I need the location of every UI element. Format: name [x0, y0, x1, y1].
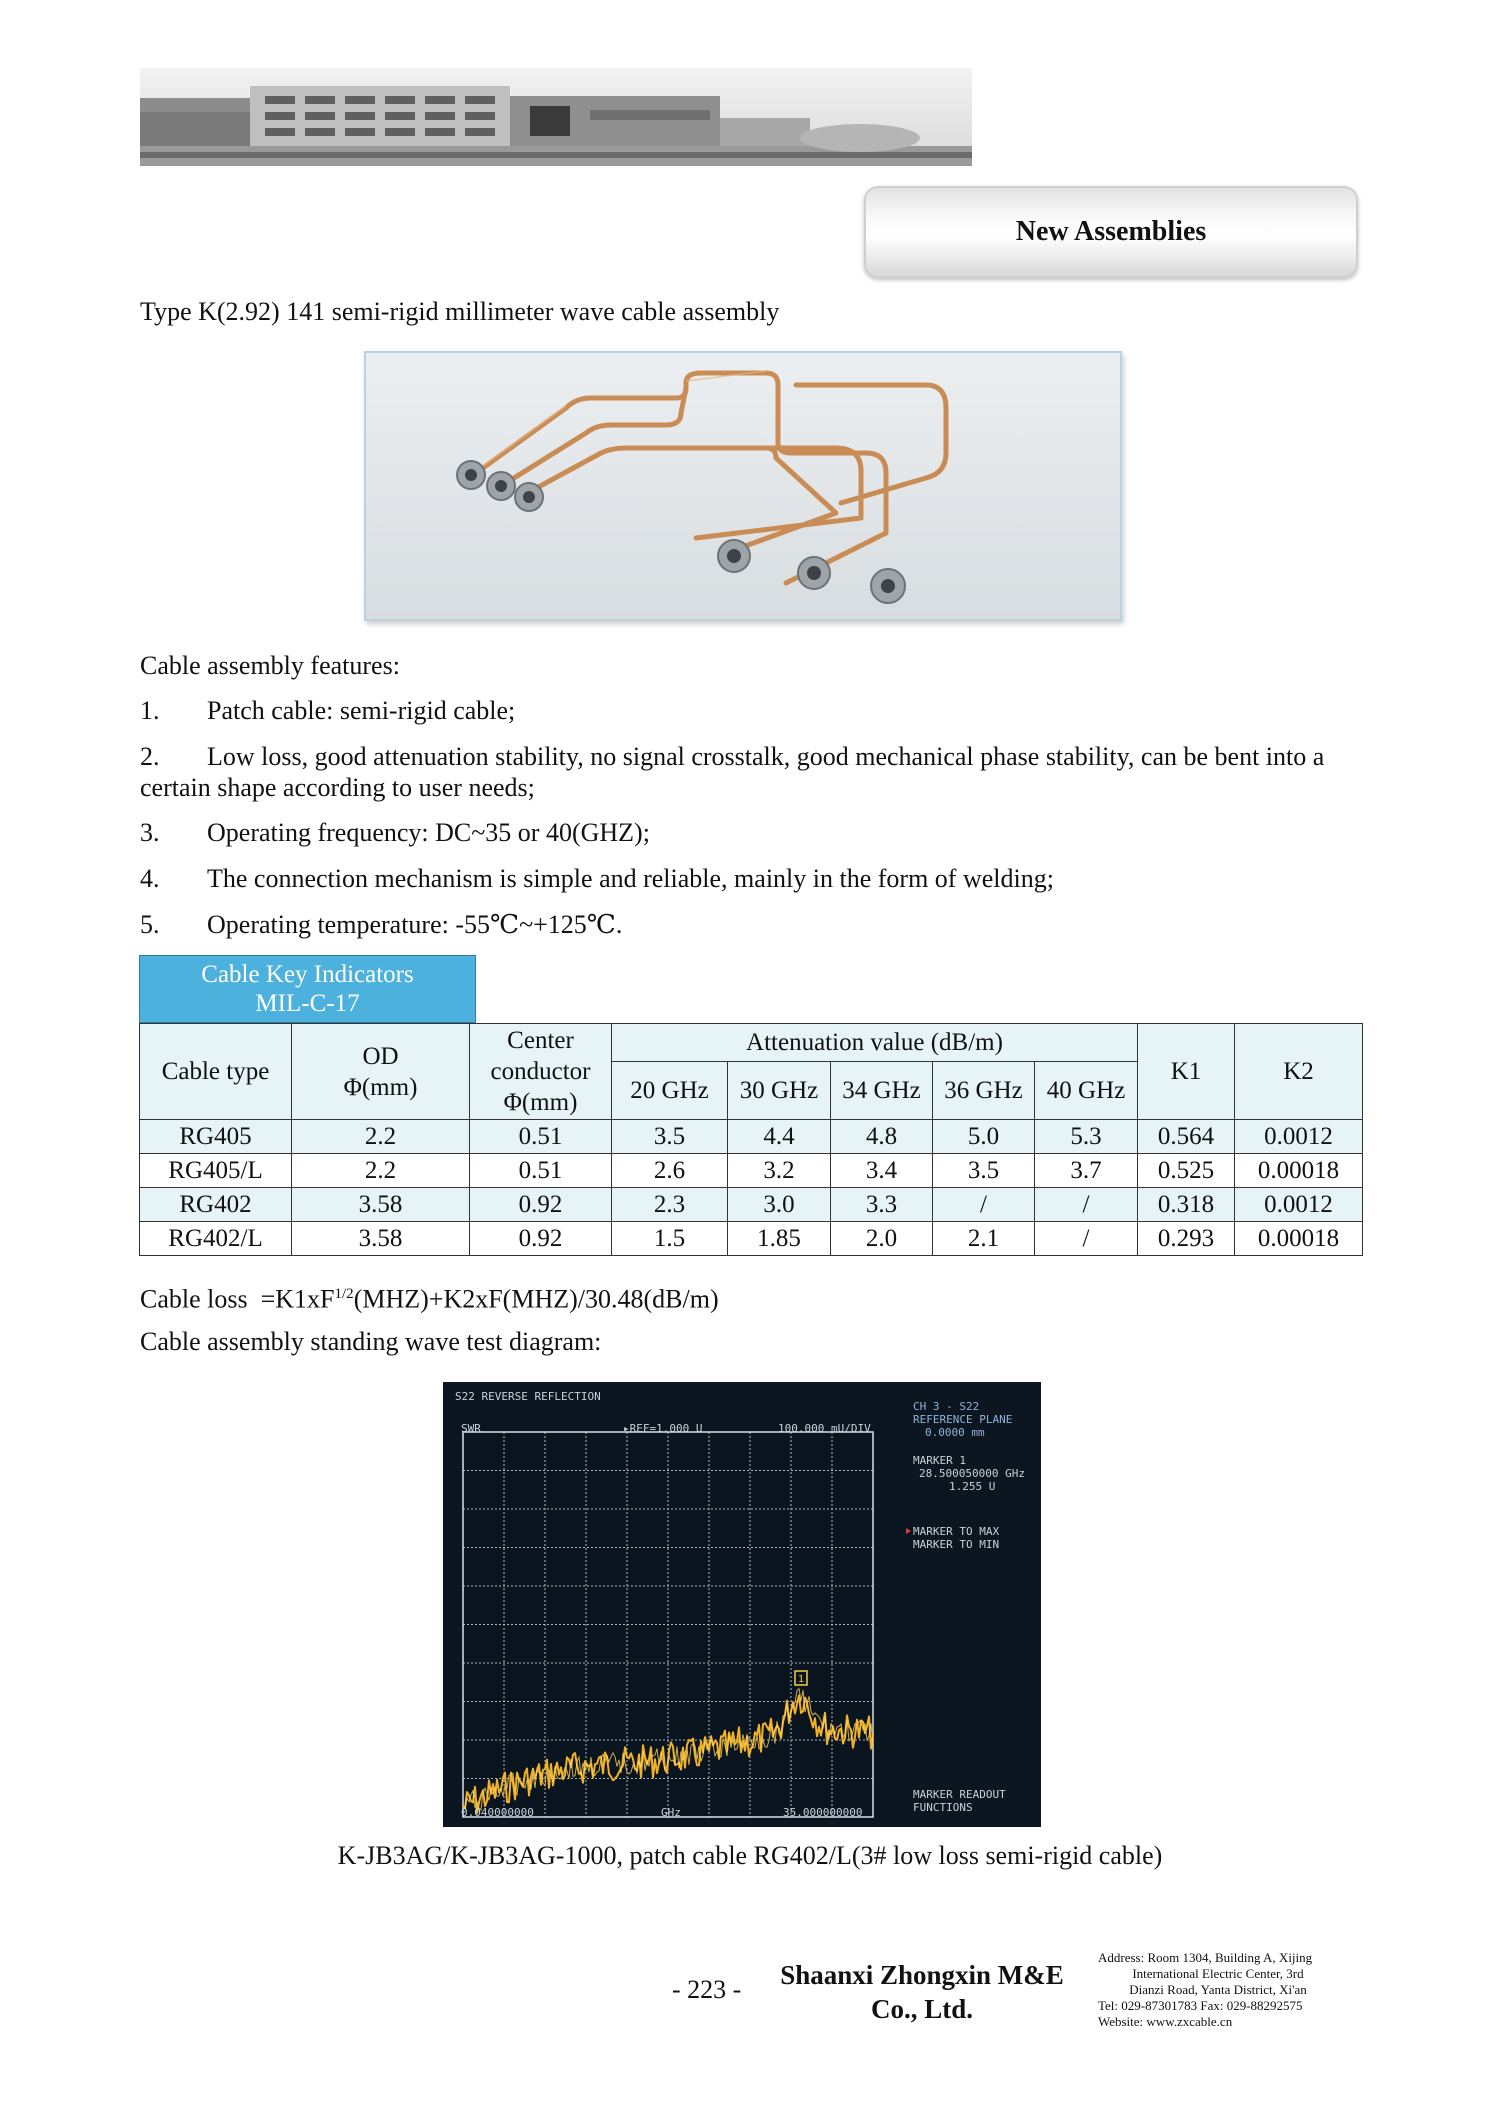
table-caption-line2: MIL-C-17	[255, 990, 360, 1017]
table-caption-line1: Cable Key Indicators	[201, 961, 414, 988]
vna-marker-to-min: MARKER TO MIN	[913, 1538, 1000, 1551]
product-title: Type K(2.92) 141 semi-rigid millimeter wave cable assembly	[140, 297, 780, 326]
header-freq: 40 GHz	[1035, 1062, 1138, 1120]
header-od-line1: OD	[362, 1042, 399, 1070]
header-center-conductor	[470, 1024, 612, 1120]
header-od-line2: Φ(mm)	[343, 1073, 418, 1101]
cable-spec-table	[139, 1023, 1363, 1256]
formula-exponent: 1/2	[334, 1286, 354, 1302]
table-cell: 0.318	[1138, 1188, 1235, 1222]
table-cell: 2.2	[292, 1120, 470, 1154]
table-cell: 0.0012	[1235, 1120, 1363, 1154]
company-address	[1098, 1950, 1338, 2030]
table-cell: 0.92	[470, 1188, 612, 1222]
vna-marker: MARKER 1	[913, 1454, 966, 1467]
table-cell: /	[1035, 1222, 1138, 1256]
table-cell: 5.0	[933, 1120, 1035, 1154]
table-row	[140, 1154, 1363, 1188]
vna-readout-2: FUNCTIONS	[913, 1801, 973, 1814]
header-freq: 20 GHz	[612, 1062, 728, 1120]
table-cell: 0.00018	[1235, 1154, 1363, 1188]
address-line: International Electric Center, 3rd	[1132, 1966, 1304, 1981]
table-cell: 2.2	[292, 1154, 470, 1188]
list-item-number: 2.	[140, 742, 160, 771]
vna-scale: 100.000 mU/DIV	[778, 1422, 871, 1435]
address-line: Website: www.zxcable.cn	[1098, 2014, 1233, 2029]
table-cell: 1.85	[728, 1222, 831, 1256]
cable-assembly-photo	[364, 351, 1122, 621]
table-cell: 2.6	[612, 1154, 728, 1188]
address-line: Dianzi Road, Yanta District, Xi'an	[1129, 1982, 1307, 1997]
table-caption	[139, 955, 476, 1023]
vna-channel: CH 3 - S22	[913, 1400, 980, 1413]
table-cell: RG402/L	[140, 1222, 292, 1256]
header-cable-type: Cable type	[140, 1024, 292, 1120]
table-cell: 0.00018	[1235, 1222, 1363, 1256]
list-item-number: 4.	[140, 864, 160, 893]
table-cell: 3.58	[292, 1188, 470, 1222]
header-k2: K2	[1235, 1024, 1363, 1120]
list-item-text: Low loss, good attenuation stability, no signal crosstalk, good mechanical phase stability, can be bent into a	[207, 742, 1325, 771]
table-cell: 0.293	[1138, 1222, 1235, 1256]
company-name-line1: Shaanxi Zhongxin M&E	[780, 1960, 1064, 1990]
table-cell: 3.4	[831, 1154, 933, 1188]
header-freq: 36 GHz	[933, 1062, 1035, 1120]
table-cell: 0.525	[1138, 1154, 1235, 1188]
vna-mode: SWR	[461, 1422, 481, 1435]
company-name	[772, 1958, 1072, 2026]
vna-stop: 35.000000000	[783, 1806, 863, 1819]
header-cc-line2: conductor	[490, 1058, 591, 1085]
table-cell: 3.7	[1035, 1154, 1138, 1188]
table-cell: 4.8	[831, 1120, 933, 1154]
vna-start: 0.040000000	[461, 1806, 534, 1819]
address-line: Tel: 029-87301783 Fax: 029-88292575	[1098, 1998, 1303, 2013]
header-cc-line3: Φ(mm)	[503, 1089, 578, 1116]
table-cell: /	[933, 1188, 1035, 1222]
table-cell: 3.3	[831, 1188, 933, 1222]
address-line: Address: Room 1304, Building A, Xijing	[1098, 1950, 1313, 1965]
diagram-caption: K-JB3AG/K-JB3AG-1000, patch cable RG402/L(3# low loss semi-rigid cable)	[337, 1841, 1163, 1870]
vna-marker-value: 1.255 U	[949, 1480, 996, 1493]
vna-title: S22 REVERSE REFLECTION	[455, 1390, 601, 1403]
list-item-number: 3.	[140, 818, 160, 847]
table-cell: RG405	[140, 1120, 292, 1154]
header-k1: K1	[1138, 1024, 1235, 1120]
vna-ref: ▸REF=1.000 U	[623, 1422, 703, 1435]
list-item-number: 5.	[140, 910, 160, 939]
table-cell: 2.1	[933, 1222, 1035, 1256]
list-item-text: The connection mechanism is simple and reliable, mainly in the form of welding;	[207, 864, 1054, 893]
vna-unit: GHz	[661, 1806, 681, 1819]
page-number: - 223 -	[672, 1975, 742, 2004]
vna-marker-to-max: MARKER TO MAX	[913, 1525, 1000, 1538]
header-banner-image	[140, 68, 972, 166]
list-item-text: Patch cable: semi-rigid cable;	[207, 696, 516, 725]
formula-suffix: (MHZ)+K2xF(MHZ)/30.48(dB/m)	[353, 1284, 719, 1314]
section-title-tab	[864, 186, 1358, 278]
table-cell: 1.5	[612, 1222, 728, 1256]
table-cell: RG405/L	[140, 1154, 292, 1188]
vna-screen-image	[443, 1382, 1041, 1827]
table-cell: 3.58	[292, 1222, 470, 1256]
table-cell: 3.0	[728, 1188, 831, 1222]
formula-prefix: Cable loss =K1xF	[140, 1284, 335, 1314]
table-cell: 0.0012	[1235, 1188, 1363, 1222]
diagram-heading: Cable assembly standing wave test diagram:	[140, 1327, 602, 1356]
table-cell: 0.92	[470, 1222, 612, 1256]
table-cell: 0.564	[1138, 1120, 1235, 1154]
vna-reference-plane-value: 0.0000 mm	[925, 1426, 985, 1439]
marker-1-label: 1	[798, 1674, 805, 1685]
header-freq: 34 GHz	[831, 1062, 933, 1120]
table-cell: 2.3	[612, 1188, 728, 1222]
list-item-text: Operating temperature: -55℃~+125℃.	[207, 910, 623, 939]
vna-marker-frequency: 28.500050000 GHz	[919, 1467, 1025, 1480]
header-od	[292, 1024, 470, 1120]
table-cell: 3.5	[612, 1120, 728, 1154]
table-cell: 3.2	[728, 1154, 831, 1188]
list-item-text-continued: certain shape according to user needs;	[140, 773, 535, 802]
table-cell: 2.0	[831, 1222, 933, 1256]
table-row	[140, 1188, 1363, 1222]
header-cc-line1: Center	[507, 1027, 574, 1054]
table-cell: /	[1035, 1188, 1138, 1222]
table-row	[140, 1120, 1363, 1154]
header-freq: 30 GHz	[728, 1062, 831, 1120]
table-cell: 0.51	[470, 1120, 612, 1154]
table-cell: 5.3	[1035, 1120, 1138, 1154]
table-cell: 4.4	[728, 1120, 831, 1154]
table-row	[140, 1222, 1363, 1256]
company-name-line2: Co., Ltd.	[870, 1994, 973, 2024]
vna-readout-1: MARKER READOUT	[913, 1788, 1006, 1801]
cable-loss-formula	[140, 1279, 719, 1315]
list-item-number: 1.	[140, 696, 160, 725]
list-item-text: Operating frequency: DC~35 or 40(GHZ);	[207, 818, 650, 847]
table-cell: 0.51	[470, 1154, 612, 1188]
features-heading: Cable assembly features:	[140, 651, 400, 680]
header-attenuation: Attenuation value (dB/m)	[612, 1024, 1138, 1062]
table-cell: RG402	[140, 1188, 292, 1222]
vna-reference-plane: REFERENCE PLANE	[913, 1413, 1013, 1426]
section-title: New Assemblies	[1015, 216, 1207, 247]
table-cell: 3.5	[933, 1154, 1035, 1188]
